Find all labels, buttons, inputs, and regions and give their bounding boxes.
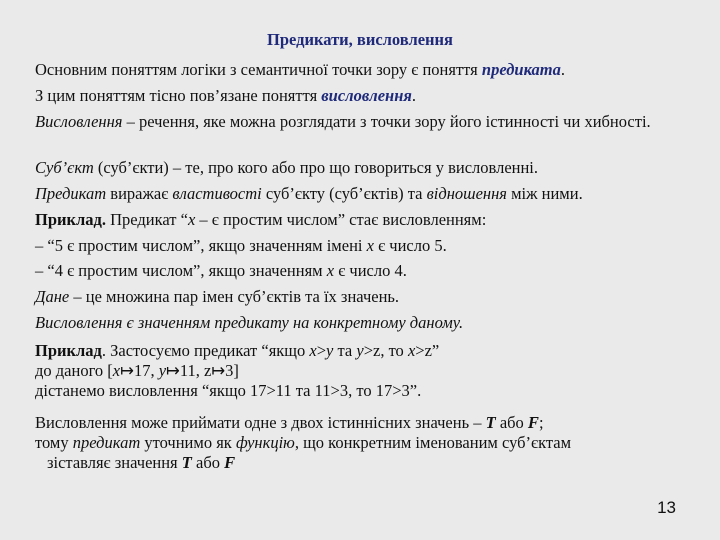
paragraph-example-2 [35,341,690,401]
paragraph-example-1: Приклад. Предикат “x – є простим числом” стає висловленням: [35,210,487,229]
example-line-5: – “5 є простим числом”, якщо значенням імені x є число 5. [35,236,447,255]
slide-title: Предикати, висловлення [267,30,453,49]
truth-values-line-3: зіставляє значення T або F [47,453,236,472]
paragraph-data-definition: Дане – це множина пар імен суб’єктів та їх значень. [35,287,400,306]
page-number: 13 [657,498,676,517]
example-2-line-1: Приклад. Застосуємо предикат “якщо x>y та y>z, то x>z” [35,341,440,360]
example-2-line-3: дістанемо висловлення “якщо 17>11 та 11>3, то 17>3”. [35,381,422,400]
term-statement: висловлення [321,86,412,105]
paragraph-predicate-definition: Предикат виражає властивості суб’єкту (суб’єктів) та відношення між ними. [35,184,583,203]
example-line-4: – “4 є простим числом”, якщо значенням x є число 4. [35,261,407,280]
example-2-line-2: до даного [x↦17, y↦11, z↦3] [35,361,239,380]
paragraph-truth-values [35,413,690,473]
paragraph-predicate-concept: Основним поняттям логіки з семантичної точки зору є поняття предиката. [35,60,566,79]
term-predicate: предиката [481,60,561,79]
paragraph-statement-value: Висловлення є значенням предикату на конкретному даному. [35,313,464,332]
truth-values-line-1: Висловлення може приймати одне з двох істиннісних значень – T або F; [35,413,544,432]
paragraph-statement-definition: Висловлення – речення, яке можна розглядати з точки зору його істинності чи хибності. [35,112,651,131]
paragraph-statement-concept: З цим поняттям тісно пов’язане поняття висловлення. [35,86,416,105]
paragraph-subject-definition: Суб’єкт (суб’єкти) – те, про кого або про що говориться у висловленні. [35,158,539,177]
truth-values-line-2: тому предикат уточнимо як функцію, що конкретним іменованим суб’єктам [35,433,572,452]
